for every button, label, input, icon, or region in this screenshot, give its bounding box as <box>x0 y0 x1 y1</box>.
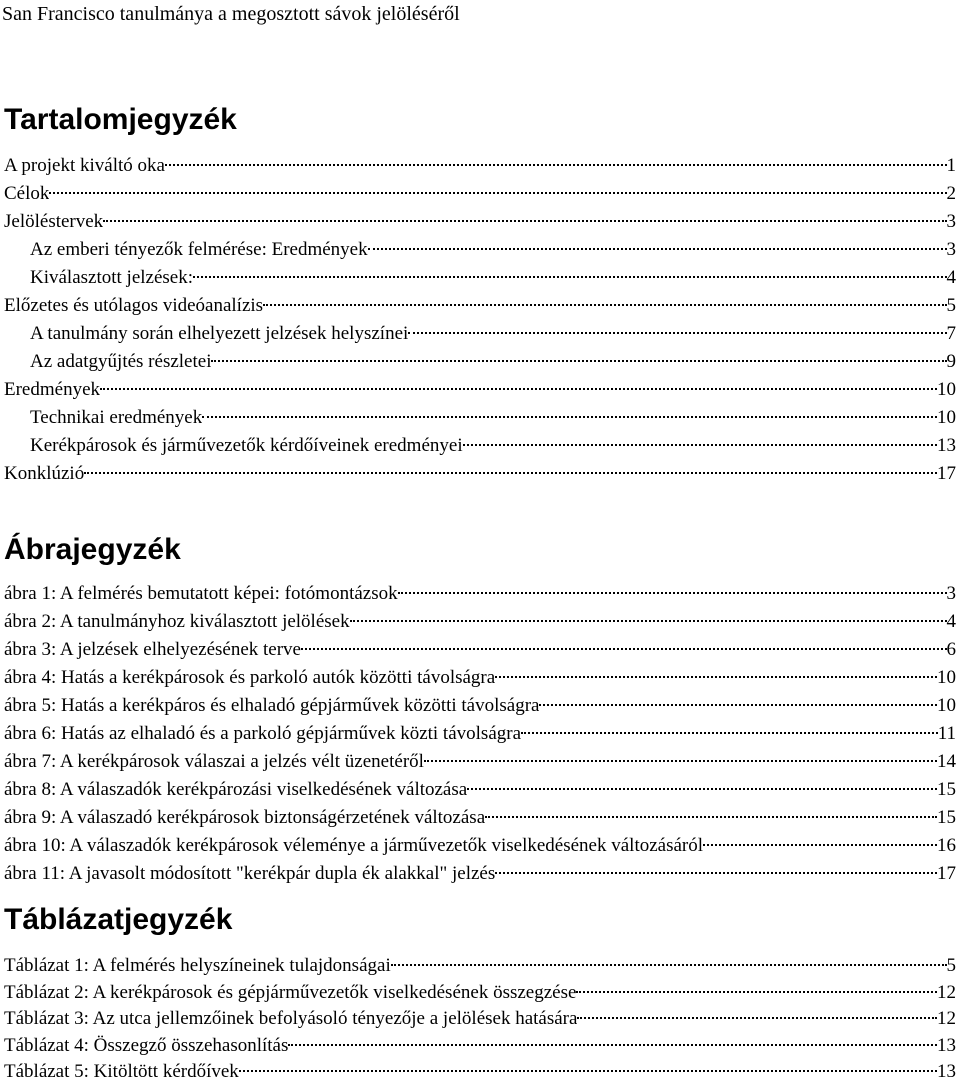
figure-entry-label: ábra 5: Hatás a kerékpáros és elhaladó gépjárművek közötti távolságra <box>4 695 540 716</box>
toc-entry[interactable] <box>4 376 956 404</box>
table-entry-page-number: 13 <box>937 1034 956 1056</box>
figure-entry[interactable] <box>4 580 956 608</box>
figure-entry-label: ábra 3: A jelzések elhelyezésének terve <box>4 639 301 660</box>
figure-entry-page-number: 10 <box>937 667 956 688</box>
dot-leader <box>239 1069 937 1072</box>
figure-entry-label: ábra 10: A válaszadók kerékpárosok véleménye a járművezetők viselkedésének változásáról <box>4 835 704 856</box>
figure-entry[interactable] <box>4 720 956 748</box>
dot-leader <box>539 703 937 706</box>
toc-entry-label: Kiválasztott jelzések: <box>30 267 194 288</box>
toc-entry-label: Az adatgyűjtés részletei <box>30 351 212 372</box>
dot-leader <box>368 247 947 250</box>
dot-leader <box>288 1043 937 1046</box>
toc-entry-page-number: 3 <box>946 211 956 232</box>
toc-entry-page-number: 13 <box>937 435 956 456</box>
table-entry[interactable] <box>4 980 956 1007</box>
figure-entry-label: ábra 6: Hatás az elhaladó és a parkoló gépjárművek közti távolságra <box>4 723 522 744</box>
dot-leader <box>49 191 946 194</box>
figure-entry-label: ábra 1: A felmérés bemutatott képei: fotómontázsok <box>4 583 398 604</box>
toc-entry-page-number: 1 <box>946 155 956 176</box>
dot-leader <box>84 471 937 474</box>
dot-leader <box>495 871 937 874</box>
table-entry-label: Táblázat 3: Az utca jellemzőinek befolyásoló tényezője a jelölések hatására <box>4 1008 578 1029</box>
figure-entry-page-number: 11 <box>937 723 956 744</box>
toc-entry-page-number: 9 <box>946 351 956 372</box>
toc-entry[interactable] <box>4 460 956 488</box>
table-entry-page-number: 5 <box>946 955 956 976</box>
toc-entry-label: Jelöléstervek <box>4 211 104 232</box>
toc-entry[interactable] <box>4 404 956 432</box>
toc-entry-label: Konklúzió <box>4 463 85 484</box>
dot-leader <box>576 990 937 993</box>
toc-entry-page-number: 4 <box>946 267 956 288</box>
table-entry-label: Táblázat 5: Kitöltött kérdőívek <box>4 1061 239 1082</box>
dot-leader <box>424 759 937 762</box>
dot-leader <box>301 647 947 650</box>
toc-list <box>4 152 956 488</box>
dot-leader <box>485 815 937 818</box>
figure-entry-page-number: 3 <box>946 583 956 604</box>
toc-entry-page-number: 10 <box>937 407 956 428</box>
dot-leader <box>463 443 937 446</box>
toc-entry-page-number: 10 <box>937 379 956 400</box>
toc-entry[interactable] <box>4 208 956 236</box>
figure-entry-page-number: 15 <box>937 779 956 800</box>
document-title: San Francisco tanulmánya a megosztott sávok jelöléséről <box>2 3 460 25</box>
toc-entry[interactable] <box>4 152 956 180</box>
figure-entry[interactable] <box>4 776 956 804</box>
figure-entry-page-number: 15 <box>937 807 956 828</box>
toc-entry-label: A tanulmány során elhelyezett jelzések helyszínei <box>30 323 409 344</box>
dot-leader <box>408 331 946 334</box>
toc-entry-label: Célok <box>4 183 50 204</box>
toc-entry-page-number: 17 <box>937 463 956 484</box>
table-entry[interactable] <box>4 1059 956 1086</box>
figure-entry[interactable] <box>4 832 956 860</box>
figure-entry-page-number: 10 <box>937 695 956 716</box>
figure-entry[interactable] <box>4 664 956 692</box>
figure-entry-page-number: 14 <box>937 751 956 772</box>
dot-leader <box>165 163 947 166</box>
dot-leader <box>703 843 937 846</box>
figure-entry-page-number: 16 <box>937 835 956 856</box>
table-entry[interactable] <box>4 1006 956 1033</box>
toc-entry[interactable] <box>4 236 956 264</box>
figure-entry[interactable] <box>4 748 956 776</box>
table-entry[interactable] <box>4 1033 956 1060</box>
figure-entry-label: ábra 4: Hatás a kerékpárosok és parkoló autók közötti távolságra <box>4 667 496 688</box>
figure-entry-label: ábra 2: A tanulmányhoz kiválasztott jelölések <box>4 611 350 632</box>
dot-leader <box>100 387 937 390</box>
dot-leader <box>202 415 937 418</box>
toc-entry-page-number: 7 <box>946 323 956 344</box>
toc-heading: Tartalomjegyzék <box>4 103 237 136</box>
figure-entry[interactable] <box>4 804 956 832</box>
table-entry-label: Táblázat 1: A felmérés helyszíneinek tulajdonságai <box>4 955 391 976</box>
toc-entry[interactable] <box>4 180 956 208</box>
figure-entry-page-number: 17 <box>937 863 956 884</box>
toc-entry-label: Eredmények <box>4 379 101 400</box>
tables-heading: Táblázatjegyzék <box>4 903 233 936</box>
toc-entry[interactable] <box>4 264 956 292</box>
toc-entry-page-number: 5 <box>946 295 956 316</box>
figure-entry-label: ábra 9: A válaszadó kerékpárosok biztonságérzetének változása <box>4 807 486 828</box>
figures-list <box>4 580 956 888</box>
toc-entry[interactable] <box>4 348 956 376</box>
toc-entry-label: Az emberi tényezők felmérése: Eredmények <box>30 239 368 260</box>
tables-list <box>4 953 956 1086</box>
figure-entry[interactable] <box>4 692 956 720</box>
table-entry-page-number: 12 <box>937 1008 956 1029</box>
figures-heading: Ábrajegyzék <box>4 533 181 566</box>
figure-entry-page-number: 6 <box>946 639 956 660</box>
figure-entry-label: ábra 8: A válaszadók kerékpározási viselkedésének változása <box>4 779 468 800</box>
table-entry[interactable] <box>4 953 956 980</box>
dot-leader <box>103 219 946 222</box>
dot-leader <box>391 963 947 966</box>
toc-entry-label: A projekt kiváltó oka <box>4 155 165 176</box>
figure-entry[interactable] <box>4 636 956 664</box>
table-entry-page-number: 13 <box>937 1061 956 1082</box>
toc-entry-page-number: 3 <box>946 239 956 260</box>
figure-entry-page-number: 4 <box>946 611 956 632</box>
table-entry-label: Táblázat 2: A kerékpárosok és gépjárművezetők viselkedésének összegzése <box>4 981 577 1003</box>
toc-entry-label: Kerékpárosok és járművezetők kérdőíveinek eredményei <box>30 435 463 456</box>
dot-leader <box>467 787 937 790</box>
table-entry-page-number: 12 <box>937 981 956 1003</box>
figure-entry-label: ábra 11: A javasolt módosított "kerékpár dupla ék alakkal" jelzés <box>4 863 496 884</box>
toc-entry-label: Technikai eredmények <box>30 407 203 428</box>
dot-leader <box>211 359 946 362</box>
dot-leader <box>398 591 947 594</box>
toc-entry-label: Előzetes és utólagos videóanalízis <box>4 295 264 316</box>
dot-leader <box>193 275 946 278</box>
dot-leader <box>263 303 946 306</box>
dot-leader <box>577 1016 937 1019</box>
toc-entry-page-number: 2 <box>946 183 956 204</box>
figure-entry[interactable] <box>4 860 956 888</box>
toc-entry[interactable] <box>4 432 956 460</box>
dot-leader <box>495 675 937 678</box>
dot-leader <box>350 619 947 622</box>
figure-entry[interactable] <box>4 608 956 636</box>
figure-entry-label: ábra 7: A kerékpárosok válaszai a jelzés vélt üzenetéről <box>4 751 424 772</box>
toc-entry[interactable] <box>4 292 956 320</box>
dot-leader <box>521 731 938 734</box>
table-entry-label: Táblázat 4: Összegző összehasonlítás <box>4 1034 289 1056</box>
toc-entry[interactable] <box>4 320 956 348</box>
